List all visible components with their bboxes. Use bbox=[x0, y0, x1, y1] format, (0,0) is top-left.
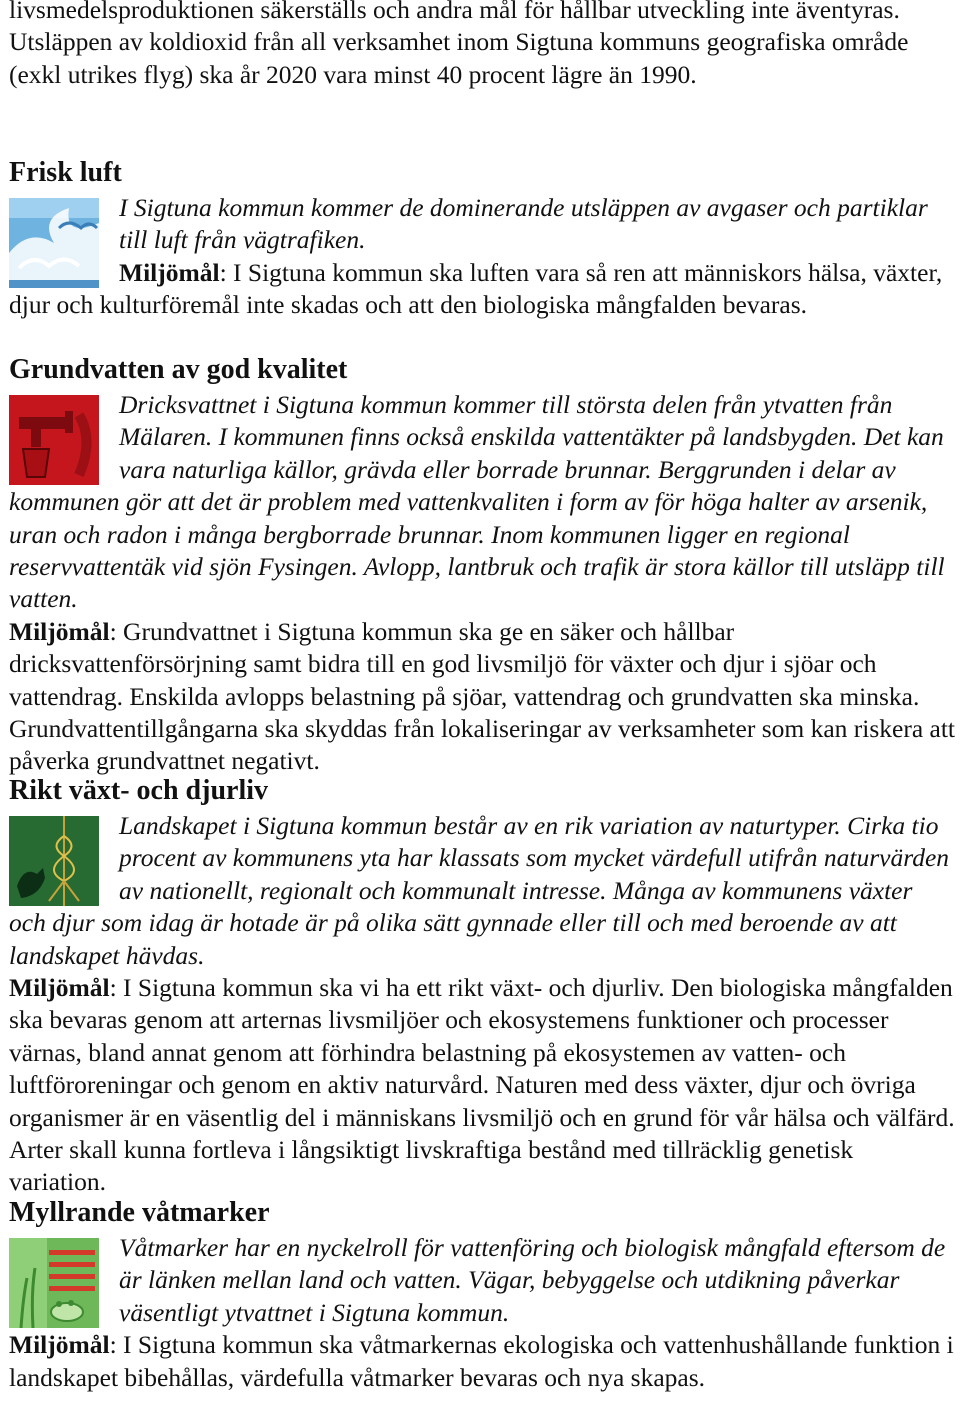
environmental-goal: Miljömål: I Sigtuna kommun ska vi ha ett rikt växt- och djurliv. Den biologiska mångfalden ska bevaras genom att arternas livsmiljöer och ekosystemens funktioner och processer värnas, bland annat genom att förhindra belastning på ekosystemen av vatten- och luftföroreningar och genom en aktiv naturvård. Naturen med dess växter, djur och övriga organismer är en väsentlig del i människans livsmiljö och en grund för vår hälsa och välfärd. Arter skall kunna fortleva i långsiktigt livskraftiga bestånd med tillräcklig genetisk variation. bbox=[9, 973, 955, 1197]
goal-label: Miljömål bbox=[9, 1330, 110, 1360]
wetland-frog-icon bbox=[9, 1238, 99, 1328]
section-grundvatten bbox=[9, 353, 955, 778]
section-myllrande-vatmarker bbox=[9, 1196, 955, 1394]
water-tap-icon bbox=[9, 395, 99, 485]
environmental-goal: Miljömål: I Sigtuna kommun ska våtmarkernas ekologiska och vattenhushållande funktion i landskapet bibehållas, värdefulla våtmarker bevaras och nya skapas. bbox=[9, 1330, 954, 1392]
section-title: Frisk luft bbox=[9, 157, 122, 188]
goal-label: Miljömål bbox=[119, 257, 220, 287]
goal-label: Miljömål bbox=[9, 616, 110, 646]
section-description: Våtmarker har en nyckelroll för vattenföring och biologisk mångfald eftersom de är länken mellan land och vatten. Vägar, bebyggelse och utdikning påverkar väsentligt ytvattnet i Sigtuna kommun. bbox=[119, 1233, 946, 1327]
section-title: Rikt växt- och djurliv bbox=[9, 775, 268, 806]
goal-text: I Sigtuna kommun ska våtmarkernas ekologiska och vattenhushållande funktion i landskapet bibehållas, värdefulla våtmarker bevaras och nya skapas. bbox=[9, 1330, 954, 1392]
environmental-goal: Miljömål: I Sigtuna kommun ska luften vara så ren att människors hälsa, växter, djur och kulturföremål inte skadas och att den biologiska mångfalden bevaras. bbox=[9, 257, 943, 320]
goal-label: Miljömål bbox=[9, 973, 110, 1003]
section-description: Dricksvattnet i Sigtuna kommun kommer till största delen från ytvatten från Mälaren. I kommunen finns också enskilda vattentäkter på landsbygden. Det kan vara naturliga källor, grävda eller borrade brunnar. Berggrunden i delar av kommunen gör att det är problem med vattenkvaliten i form av för höga halter av arsenik, uran och radon i många bergborrade brunnar. Inom kommunen ligger en regional reservvattentäk vid sjön Fysingen. Avlopp, lantbruk och trafik är stora källor till utsläpp till vatten. bbox=[9, 390, 945, 614]
section-description: I Sigtuna kommun kommer de dominerande utsläppen av avgaser och partiklar till luft från vägtrafiken. bbox=[119, 193, 928, 255]
section-rikt-vaxt-och-djurliv bbox=[9, 774, 955, 1199]
sky-bird-icon bbox=[9, 198, 99, 288]
goal-text: I Sigtuna kommun ska vi ha ett rikt växt- och djurliv. Den biologiska mångfalden ska bevaras genom att arternas livsmiljöer och ekosystemens funktioner och processer värnas, bland annat genom att förhindra belastning på ekosystemen av vatten- och luftföroreningar och genom en aktiv naturvård. Naturen med dess växter, djur och övriga organismer är en väsentlig del i människans livsmiljö och en grund för vår hälsa och välfärd. Arter skall kunna fortleva i långsiktigt livskraftiga bestånd med tillräcklig genetisk variation. bbox=[9, 973, 955, 1197]
goal-text: Grundvattnet i Sigtuna kommun ska ge en säker och hållbar dricksvattenförsörjning samt bidra till en god livsmiljö för växter och djur i sjöar och vattendrag. Enskilda avlopps belastning på sjöar, vattendrag och grundvatten ska minska. Grundvattentillgångarna ska skyddas från lokaliseringar av verksamheter som kan riskera att påverka grundvattnet negativt. bbox=[9, 616, 956, 776]
section-frisk-luft bbox=[9, 156, 955, 322]
section-title: Myllrande våtmarker bbox=[9, 1197, 270, 1228]
intro-paragraph: livsmedelsproduktionen säkerställs och andra mål för hållbar utveckling inte äventyras. Utsläppen av koldioxid från all verksamhet inom Sigtuna kommuns geografiska område (exkl utrikes flyg) ska år 2020 vara minst 40 procent lägre än 1990. bbox=[9, 0, 909, 89]
goal-text: I Sigtuna kommun ska luften vara så ren att människors hälsa, växter, djur och kulturföremål inte skadas och att den biologiska mångfalden bevaras. bbox=[9, 257, 943, 320]
plant-animal-icon bbox=[9, 816, 99, 906]
environmental-goal: Miljömål: Grundvattnet i Sigtuna kommun ska ge en säker och hållbar dricksvattenförsörjning samt bidra till en god livsmiljö för växter och djur i sjöar och vattendrag. Enskilda avlopps belastning på sjöar, vattendrag och grundvatten ska minska. Grundvattentillgångarna ska skyddas från lokaliseringar av verksamheter som kan riskera att påverka grundvattnet negativt. bbox=[9, 616, 956, 776]
section-title: Grundvatten av god kvalitet bbox=[9, 354, 348, 385]
section-description: Landskapet i Sigtuna kommun består av en rik variation av naturtyper. Cirka tio procent av kommunens yta har klassats som mycket värdefull utifrån naturvärden av nationellt, regionalt och kommunalt intresse. Många av kommunens växter och djur som idag är hotade är på olika sätt gynnade eller till och med beroende av att landskapet hävdas. bbox=[9, 811, 950, 970]
